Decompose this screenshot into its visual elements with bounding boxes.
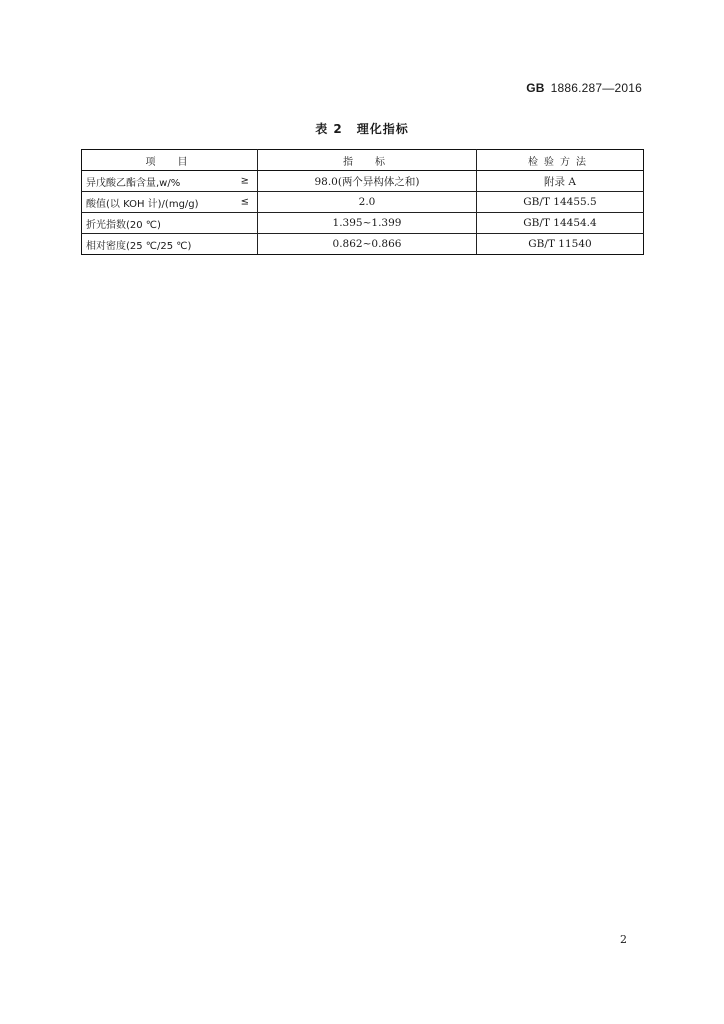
page-number: 2 — [620, 933, 627, 946]
table-row — [82, 213, 644, 234]
row-method-cell: GB/T 11540 — [477, 234, 644, 255]
row-value-cell: 2.0 — [258, 192, 477, 213]
row-item-cell — [82, 171, 258, 192]
row-item-label: 酸值(以 KOH 计)/(mg/g) — [86, 198, 199, 210]
row-item-cell — [82, 213, 258, 234]
table-title — [0, 120, 724, 137]
specification-table — [81, 149, 644, 255]
column-header-item: 项 目 — [82, 150, 258, 171]
standard-header — [526, 81, 642, 95]
row-item-cell — [82, 234, 258, 255]
row-item-cell — [82, 192, 258, 213]
column-header-value: 指 标 — [258, 150, 477, 171]
table-row — [82, 234, 644, 255]
table-title-number: 表 2 — [315, 122, 343, 136]
table-title-text: 理化指标 — [356, 122, 409, 136]
standard-prefix: GB — [526, 81, 545, 95]
table-header-row — [82, 150, 644, 171]
row-item-label: 折光指数(20 ℃) — [86, 219, 161, 231]
table-row — [82, 171, 644, 192]
row-value-cell: 1.395~1.399 — [258, 213, 477, 234]
standard-number: 1886.287—2016 — [550, 81, 642, 95]
row-item-label: 异戊酸乙酯含量,w/% — [86, 177, 181, 189]
row-item-symbol: ≥ — [240, 175, 249, 187]
column-header-method: 检验方法 — [477, 150, 644, 171]
table-row — [82, 192, 644, 213]
row-value-cell: 98.0(两个异构体之和) — [258, 171, 477, 192]
row-method-cell: GB/T 14454.4 — [477, 213, 644, 234]
row-value-cell: 0.862~0.866 — [258, 234, 477, 255]
row-item-label: 相对密度(25 ℃/25 ℃) — [86, 240, 192, 252]
row-method-cell: 附录 A — [477, 171, 644, 192]
row-method-cell: GB/T 14455.5 — [477, 192, 644, 213]
row-item-symbol: ≤ — [240, 196, 249, 208]
